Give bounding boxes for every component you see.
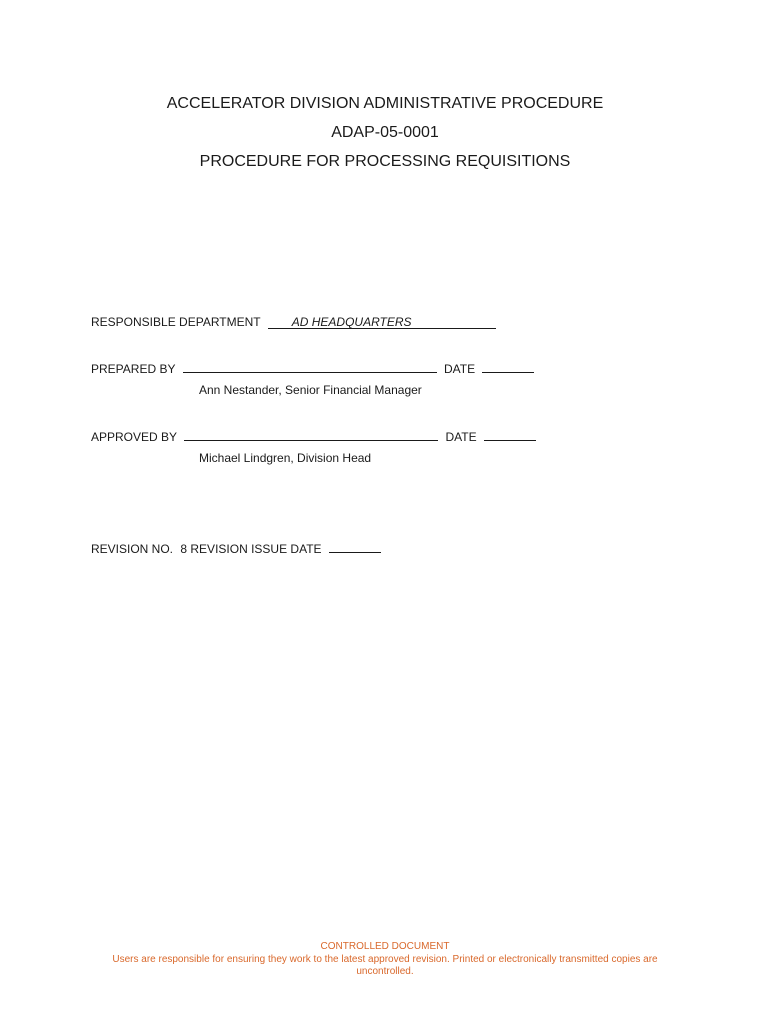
approved-by-row	[91, 429, 536, 444]
revision-row	[91, 541, 381, 556]
document-heading: ACCELERATOR DIVISION ADMINISTRATIVE PROCEDURE	[166, 95, 604, 112]
controlled-document-notice: Users are responsible for ensuring they work to the latest approved revision. Printed or electronically transmitted copies are	[112, 954, 658, 965]
controlled-document-heading: CONTROLLED DOCUMENT	[320, 941, 450, 952]
approved-by-signature-line[interactable]	[184, 429, 438, 441]
document-title: PROCEDURE FOR PROCESSING REQUISITIONS	[199, 153, 571, 170]
responsible-department-value: AD HEADQUARTERS	[291, 315, 412, 329]
revision-number-label: REVISION NO.	[91, 542, 174, 556]
revision-issue-date-line[interactable]	[329, 541, 381, 553]
controlled-document-notice-continued: uncontrolled.	[356, 966, 414, 977]
responsible-department-field[interactable]	[268, 316, 496, 329]
prepared-by-name: Ann Nestander, Senior Financial Manager	[199, 383, 422, 397]
revision-number-value: 8	[180, 542, 188, 556]
prepared-by-signature-line[interactable]	[183, 361, 437, 373]
approved-by-date-line[interactable]	[484, 429, 536, 441]
document-number: ADAP-05-0001	[331, 124, 439, 141]
prepared-by-label: PREPARED BY	[91, 362, 176, 376]
prepared-by-date-label: DATE	[443, 362, 476, 376]
prepared-by-row	[91, 361, 534, 376]
prepared-by-date-line[interactable]	[482, 361, 534, 373]
approved-by-date-label: DATE	[445, 430, 477, 444]
approved-by-name: Michael Lindgren, Division Head	[199, 451, 372, 465]
responsible-department-label: RESPONSIBLE DEPARTMENT	[91, 315, 261, 329]
responsible-department-row	[91, 315, 496, 329]
revision-issue-date-label: REVISION ISSUE DATE	[190, 542, 322, 556]
approved-by-label: APPROVED BY	[91, 430, 177, 444]
